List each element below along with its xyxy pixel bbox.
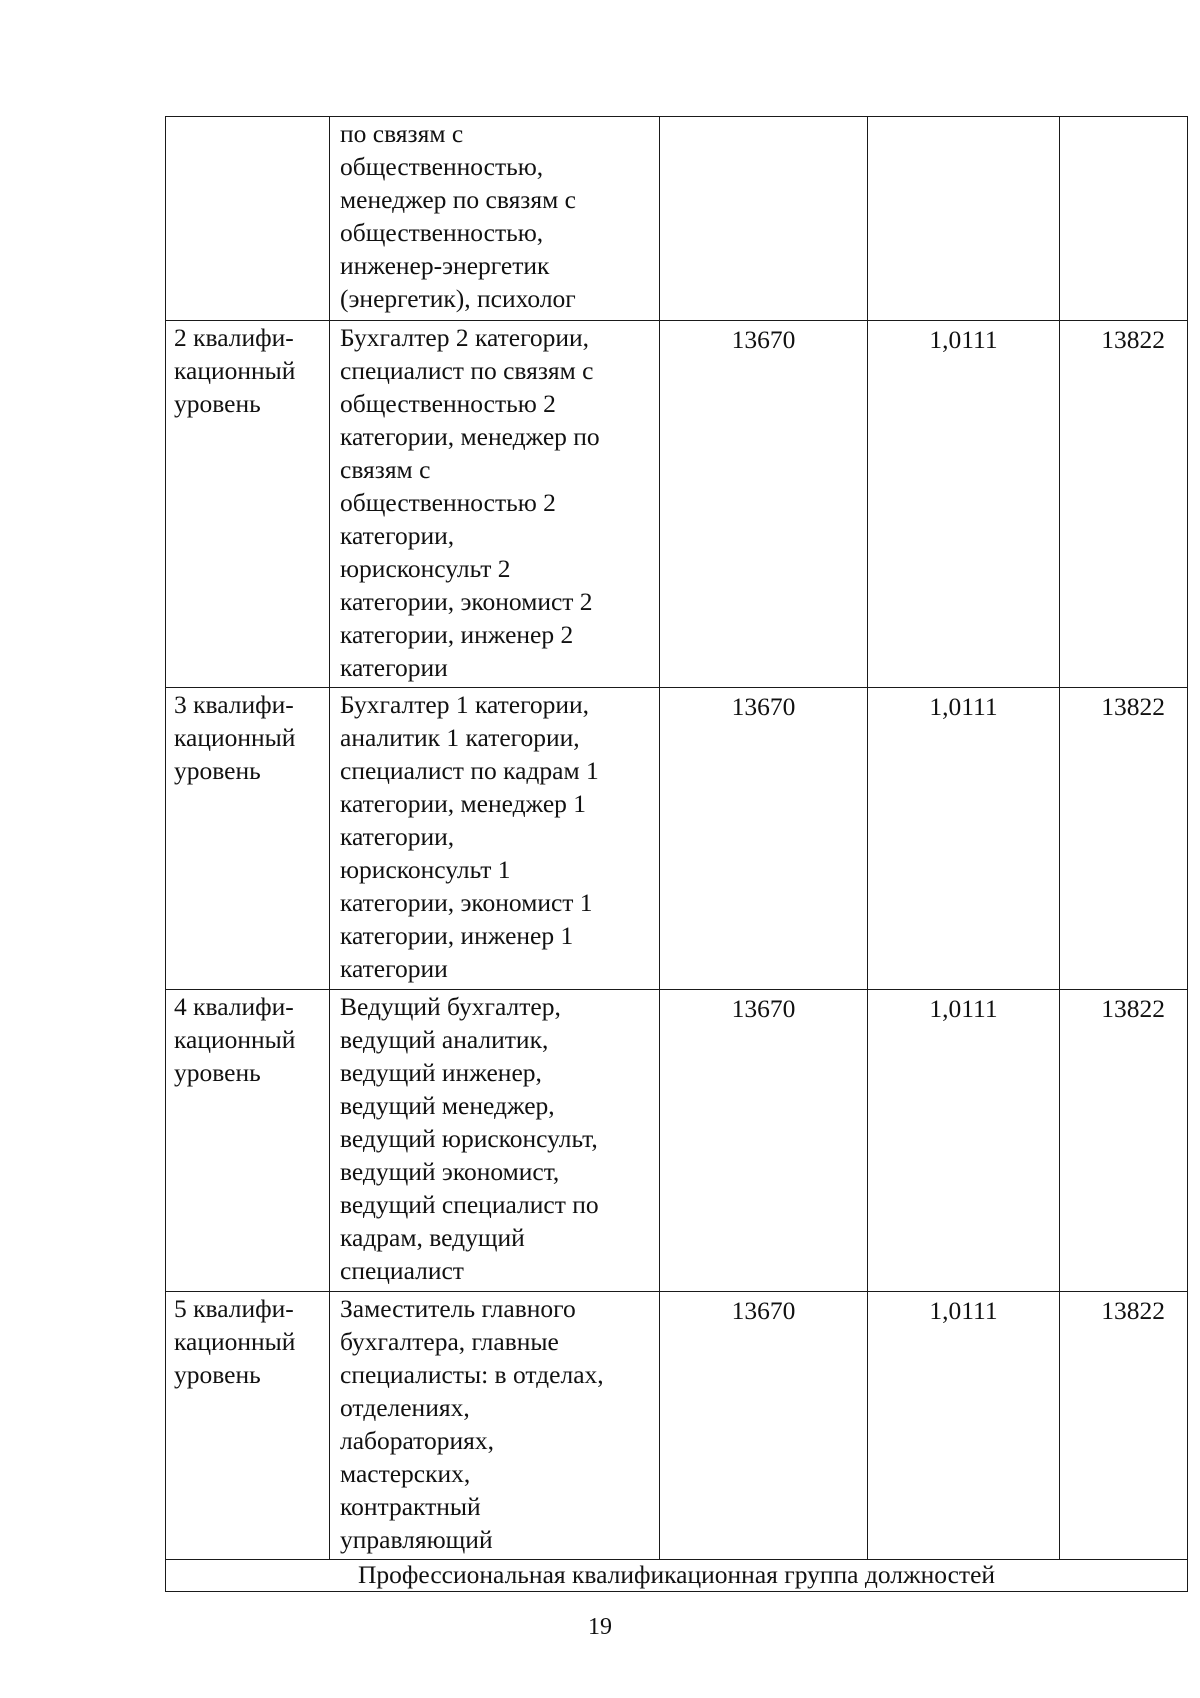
positions-cell: Бухгалтер 1 категории, аналитик 1 категории, специалист по кадрам 1 категории, менеджер 1 категории, юрисконсульт 1 категории, экономист 1 категории, инженер 1 категории bbox=[330, 688, 660, 990]
qualification-level-cell: 5 квалифи- кационный уровень bbox=[166, 1292, 330, 1560]
coefficient-cell: 1,0111 bbox=[868, 321, 1060, 688]
positions-cell: Бухгалтер 2 категории, специалист по связям с общественностью 2 категории, менеджер по связям с общественностью 2 категории, юрисконсульт 2 категории, экономист 2 категории, инженер 2 категории bbox=[330, 321, 660, 688]
page-number: 19 bbox=[588, 1614, 612, 1640]
coefficient-cell: 1,0111 bbox=[868, 990, 1060, 1292]
salary-cell: 13670 bbox=[660, 990, 868, 1292]
table-row bbox=[166, 688, 1188, 990]
salary-table bbox=[165, 116, 1188, 1592]
qualification-level-cell: 4 квалифи- кационный уровень bbox=[166, 990, 330, 1292]
salary-cell: 13670 bbox=[660, 688, 868, 990]
total-salary-cell: 13822 bbox=[1060, 688, 1188, 990]
table-section-heading-row bbox=[166, 1560, 1188, 1592]
table-row bbox=[166, 321, 1188, 688]
table-row bbox=[166, 990, 1188, 1292]
total-salary-cell: 13822 bbox=[1060, 321, 1188, 688]
positions-cell: Ведущий бухгалтер, ведущий аналитик, ведущий инженер, ведущий менеджер, ведущий юрисконсульт, ведущий экономист, ведущий специалист по кадрам, ведущий специалист bbox=[330, 990, 660, 1292]
professional-group-heading: Профессиональная квалификационная группа должностей bbox=[166, 1560, 1188, 1592]
positions-cell: Заместитель главного бухгалтера, главные специалисты: в отделах, отделениях, лабораториях, мастерских, контрактный управляющий bbox=[330, 1292, 660, 1560]
coefficient-cell: 1,0111 bbox=[868, 1292, 1060, 1560]
qualification-level-cell bbox=[166, 117, 330, 321]
coefficient-cell: 1,0111 bbox=[868, 688, 1060, 990]
salary-cell: 13670 bbox=[660, 321, 868, 688]
table-row bbox=[166, 117, 1188, 321]
qualification-level-cell: 3 квалифи- кационный уровень bbox=[166, 688, 330, 990]
total-salary-cell bbox=[1060, 117, 1188, 321]
salary-cell bbox=[660, 117, 868, 321]
positions-cell: по связям с общественностью, менеджер по связям с общественностью, инженер-энергетик (энергетик), психолог bbox=[330, 117, 660, 321]
table-row bbox=[166, 1292, 1188, 1560]
coefficient-cell bbox=[868, 117, 1060, 321]
qualification-level-cell: 2 квалифи- кационный уровень bbox=[166, 321, 330, 688]
total-salary-cell: 13822 bbox=[1060, 990, 1188, 1292]
total-salary-cell: 13822 bbox=[1060, 1292, 1188, 1560]
salary-cell: 13670 bbox=[660, 1292, 868, 1560]
